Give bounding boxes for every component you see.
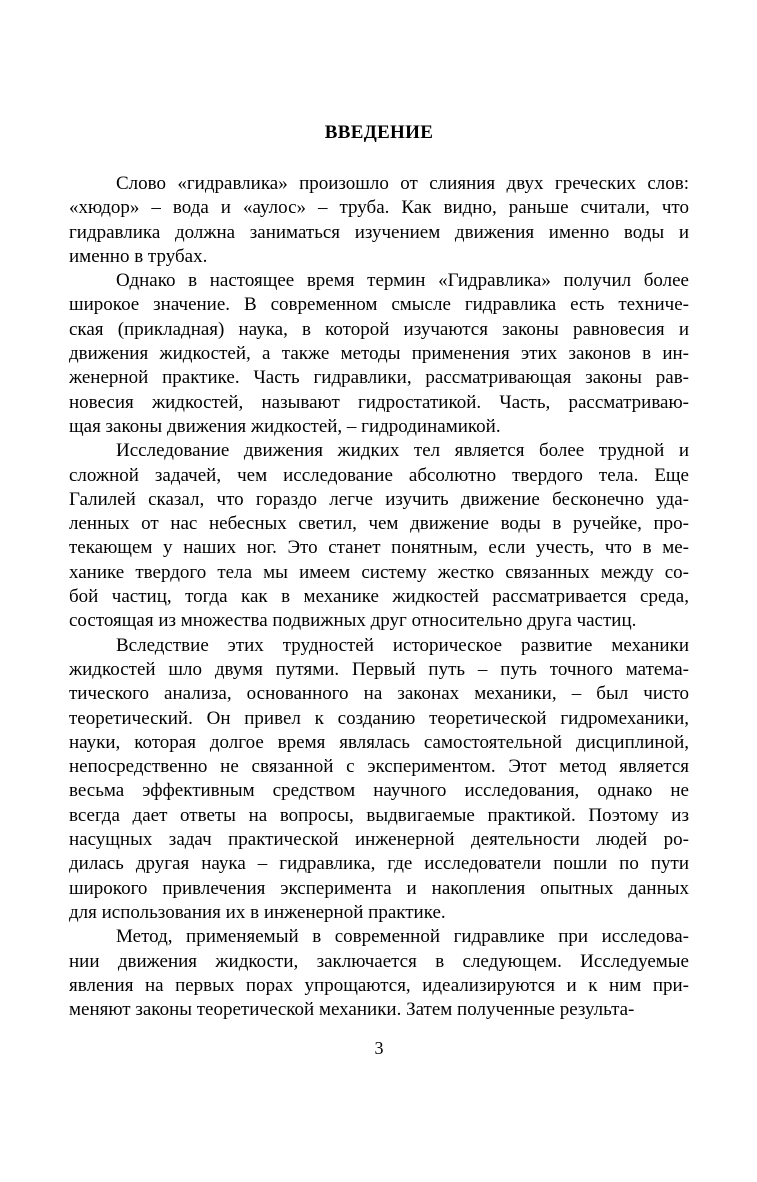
text-line: сложной задачей, чем исследование абсолютно твердого тела. Еще bbox=[69, 464, 689, 486]
text-line: ленных от нас небесных светил, чем движение воды в ручейке, про- bbox=[69, 513, 689, 535]
text-line: широкого привлечения эксперимента и накопления опытных данных bbox=[69, 877, 689, 899]
text-line: Галилей сказал, что гораздо легче изучить движение бесконечно уда- bbox=[69, 488, 689, 510]
text-line: насущных задач практической инженерной деятельности людей ро- bbox=[69, 829, 689, 851]
text-line: дилась другая наука – гидравлика, где исследователи пошли по пути bbox=[69, 853, 689, 875]
text-line: гидравлика должна заниматься изучением движения именно воды и bbox=[69, 221, 689, 243]
text-line: всегда дает ответы на вопросы, выдвигаемые практикой. Поэтому из bbox=[69, 804, 689, 826]
paragraph bbox=[69, 269, 689, 439]
text-line: состоящая из множества подвижных друг относительно друга частиц. bbox=[69, 610, 637, 632]
paragraph bbox=[69, 439, 689, 633]
paragraph bbox=[69, 634, 689, 926]
text-line: ская (прикладная) наука, в которой изучаются законы равновесия и bbox=[69, 318, 689, 340]
text-line: женерной практике. Часть гидравлики, рассматривающая законы рав- bbox=[69, 367, 689, 389]
paragraph bbox=[69, 172, 689, 269]
text-line: жидкостей шло двумя путями. Первый путь – путь точного матема- bbox=[69, 658, 689, 680]
text-line: именно в трубах. bbox=[69, 245, 208, 267]
page-number: 3 bbox=[374, 1038, 384, 1058]
text-line: Вследствие этих трудностей историческое развитие механики bbox=[116, 634, 689, 656]
text-line: движения жидкостей, а также методы применения этих законов в ин- bbox=[69, 343, 689, 365]
text-line: «хюдор» – вода и «аулос» – труба. Как видно, раньше считали, что bbox=[69, 197, 689, 219]
text-line: текающем у наших ног. Это станет понятным, если учесть, что в ме- bbox=[69, 537, 689, 559]
text-line: Слово «гидравлика» произошло от слияния двух греческих слов: bbox=[116, 173, 689, 194]
text-line: Метод, применяемый в современной гидравлике при исследова- bbox=[116, 926, 689, 948]
body-text bbox=[69, 172, 689, 1022]
text-line: нии движения жидкости, заключается в следующем. Исследуемые bbox=[69, 950, 689, 972]
text-line: щая законы движения жидкостей, – гидродинамикой. bbox=[69, 415, 501, 437]
text-line: весьма эффективным средством научного исследования, однако не bbox=[69, 780, 689, 802]
text-line: Исследование движения жидких тел является более трудной и bbox=[116, 440, 689, 462]
text-line: ханике твердого тела мы имеем систему жестко связанных между со- bbox=[69, 561, 689, 583]
section-heading: ВВЕДЕНИЕ bbox=[324, 122, 434, 143]
text-line: тического анализа, основанного на законах механики, – был чисто bbox=[69, 683, 689, 705]
text-line: непосредственно не связанной с экспериментом. Этот метод является bbox=[69, 756, 689, 778]
paragraph bbox=[69, 925, 689, 1022]
text-line: теоретический. Он привел к созданию теоретической гидромеханики, bbox=[69, 707, 689, 729]
text-line: широкое значение. В современном смысле гидравлика есть техниче- bbox=[69, 294, 689, 316]
text-line: новесия жидкостей, называют гидростатикой. Часть, рассматриваю- bbox=[69, 391, 689, 413]
text-line: Однако в настоящее время термин «Гидравлика» получил более bbox=[116, 270, 689, 292]
text-line: меняют законы теоретической механики. Затем полученные результа- bbox=[69, 999, 635, 1021]
text-line: явления на первых порах упрощаются, идеализируются и к ним при- bbox=[69, 974, 689, 996]
text-line: для использования их в инженерной практике. bbox=[69, 901, 446, 923]
text-line: науки, которая долгое время являлась самостоятельной дисциплиной, bbox=[69, 731, 689, 753]
text-line: бой частиц, тогда как в механике жидкостей рассматривается среда, bbox=[69, 586, 689, 608]
